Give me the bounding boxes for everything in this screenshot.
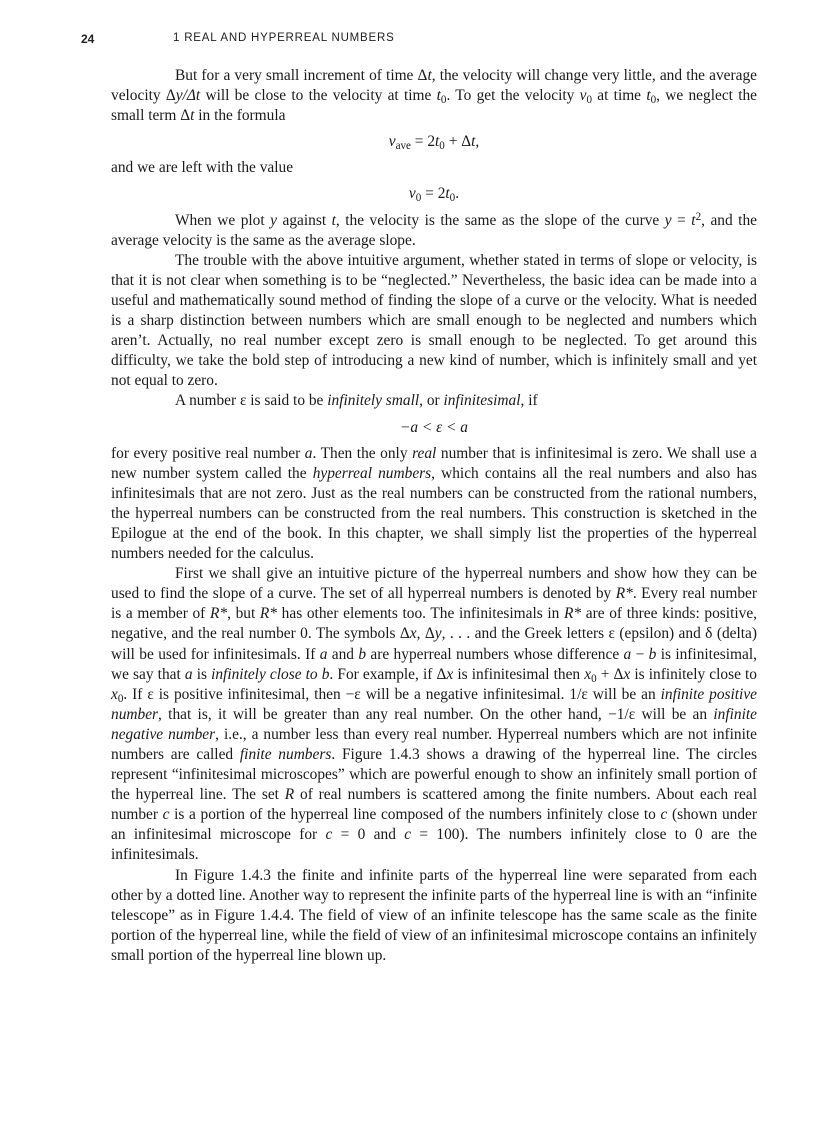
paragraph-trouble: The trouble with the above intuitive argument, whether stated in terms of slope or velocity, is that it is not clear when something is to be “neglected.” Nevertheless, the basic idea can be made into a useful and mathematically sound method of finding the slope of a curve or the velocity. What is needed is a sharp distinction between numbers which are small enough to be neglected and numbers which aren’t. Actually, no real number except zero is small enough to be neglected. To get around this difficulty, we take the bold step of introducing a new kind of number, which is infinitely small and yet not equal to zero.: [111, 251, 757, 390]
page-header: [81, 32, 757, 48]
equation-infinitesimal: −a < ε < a: [399, 418, 468, 436]
paragraph-slope: When we plot y against t, the velocity is the same as the slope of the curve $y = t^2$, and the average velocity is the same as the average slope.: [111, 210, 757, 249]
paragraph-definition: A number ε is said to be infinitely small, or infinitesimal, if: [175, 392, 538, 410]
paragraph-velocity: But for a very small increment of time Δt, the velocity will change very little, and the average velocity Δy/Δt will be close to the velocity at time $t_0$. To get the velocity $v_0$ at time $t_0$, we neglect the small term Δt in the formula: [111, 67, 758, 125]
paragraph-intuitive-picture: First we shall give an intuitive picture of the hyperreal numbers and show how they can be used to find the slope of a curve. The set of all hyperreal numbers is denoted by R*. Every real number is a member of R*, but R* has other elements too. The infinitesimals in R* are of three kinds: positive, negative, and the real number 0. The symbols Δx, Δy, . . . and the Greek letters ε (epsilon) and δ (delta) will be used for infinitesimals. If a and b are hyperreal numbers whose difference a − b is infinitesimal, we say that a is infinitely close to b. For example, if Δx is infinitesimal then $x_0 + \Delta x$ is infinitely close to $x_0$. If ε is positive infinitesimal, then −ε will be a negative infinitesimal. 1/ε will be an infinite positive number, that is, it will be greater than any real number. On the other hand, −1/ε will be an infinite negative number, i.e., a number less than every real number. Hyperreal numbers which are not infinite numbers are called finite numbers. Figure 1.4.3 shows a drawing of the hyperreal line. The circles represent “infinitesimal microscopes” which are powerful enough to show an infinitely small portion of the hyperreal line. The set R of real numbers is scattered among the finite numbers. About each real number c is a portion of the hyperreal line composed of the numbers infinitely close to c (shown under an infinitesimal microscope for c = 0 and c = 100). The numbers infinitely close to 0 are the infinitesimals.: [111, 565, 758, 864]
paragraph-telescope: In Figure 1.4.3 the finite and infinite parts of the hyperreal line were separated from each other by a dotted line. Another way to represent the infinite parts of the hyperreal line is with an “infinite telescope” as in Figure 1.4.4. The field of view of an infinite telescope has the same scale as the finite portion of the hyperreal line, while the field of view of an infinitesimal microscope contains an infinitely small portion of the hyperreal line blown up.: [111, 866, 757, 964]
paragraph-hyperreal-system: for every positive real number a. Then the only real number that is infinitesimal is zero. We shall use a new number system called the hyperreal numbers, which contains all the real numbers and also has infinitesimals that are not zero. Just as the real numbers can be constructed from the rational numbers, the hyperreal numbers can be constructed from the real numbers. This construction is sketched in the Epilogue at the end of the book. In this chapter, we shall simply list the properties of the hyperreal numbers needed for the calculus.: [111, 444, 757, 563]
page-number: 24: [81, 32, 95, 46]
paragraph-left-with: and we are left with the value: [111, 159, 294, 177]
equation-average-velocity: $v_{ave} = 2t_0 + \Delta t$,: [388, 133, 480, 153]
page-body: [111, 66, 757, 966]
running-head: 1 REAL AND HYPERREAL NUMBERS: [173, 32, 395, 44]
equation-velocity: $v_0 = 2t_0$.: [408, 185, 460, 205]
